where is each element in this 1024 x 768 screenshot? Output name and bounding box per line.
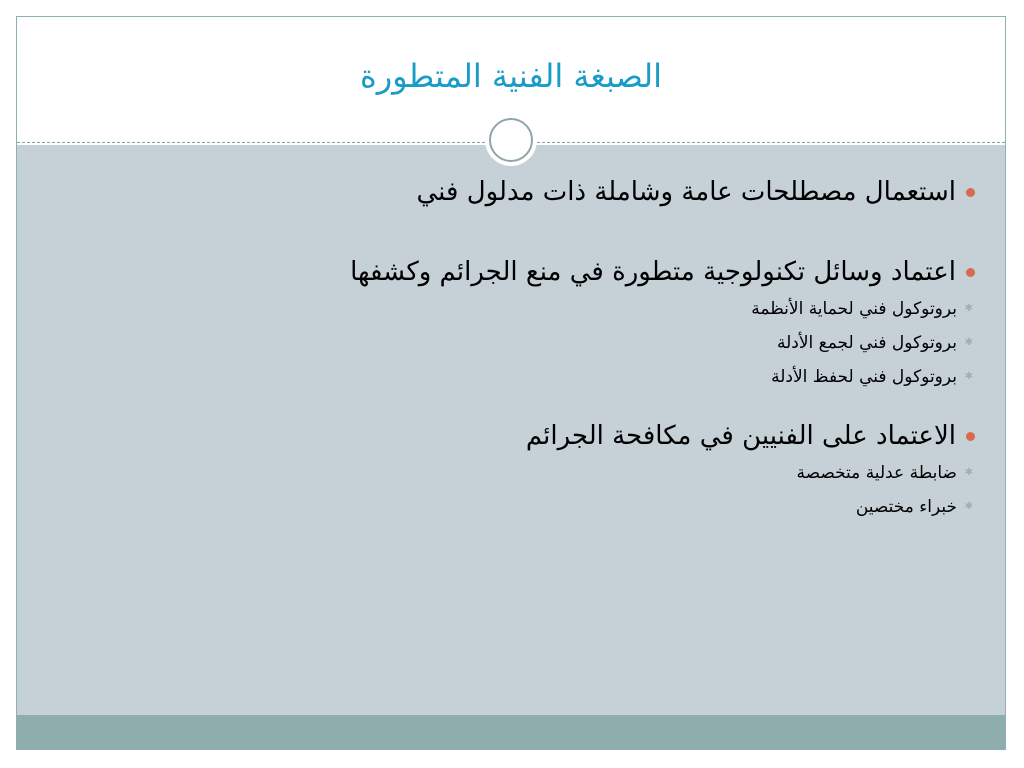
sub-bullet-list (255, 297, 975, 389)
sub-bullet-item (255, 331, 973, 355)
footer-band (17, 715, 1005, 750)
bullet-text: الاعتماد على الفنيين في مكافحة الجرائم (525, 421, 956, 451)
star-bullet-icon: ✱ (964, 303, 973, 314)
star-bullet-icon: ✱ (964, 467, 973, 478)
bullet-text: اعتماد وسائل تكنولوجية متطورة في منع الجرائم وكشفها (350, 257, 956, 287)
bullet-group (255, 419, 975, 519)
bullet-item (255, 255, 975, 289)
bullet-dot-icon (966, 268, 975, 277)
slide-title: الصبغة الفنية المتطورة (359, 57, 663, 95)
bullet-text: استعمال مصطلحات عامة وشاملة ذات مدلول فني (416, 177, 956, 207)
bullet-group (255, 255, 975, 389)
bullet-dot-icon (966, 432, 975, 441)
bullet-group (255, 175, 975, 209)
bullet-dot-icon (966, 188, 975, 197)
sub-bullet-item (255, 365, 973, 389)
sub-bullet-text: بروتوكول فني لحفظ الأدلة (771, 367, 957, 387)
star-bullet-icon: ✱ (964, 337, 973, 348)
star-bullet-icon: ✱ (964, 371, 973, 382)
sub-bullet-item (255, 461, 973, 485)
sub-bullet-item (255, 495, 973, 519)
bullet-item (255, 419, 975, 453)
sub-bullet-item (255, 297, 973, 321)
divider-circle-icon (489, 118, 533, 162)
sub-bullet-text: ضابطة عدلية متخصصة (796, 463, 957, 483)
star-bullet-icon: ✱ (964, 501, 973, 512)
sub-bullet-text: خبراء مختصين (855, 497, 957, 517)
bullet-item (255, 175, 975, 209)
sub-bullet-list (255, 461, 975, 519)
bullet-list (255, 175, 975, 549)
sub-bullet-text: بروتوكول فني لحماية الأنظمة (751, 299, 957, 319)
sub-bullet-text: بروتوكول فني لجمع الأدلة (776, 333, 957, 353)
slide (16, 16, 1006, 750)
